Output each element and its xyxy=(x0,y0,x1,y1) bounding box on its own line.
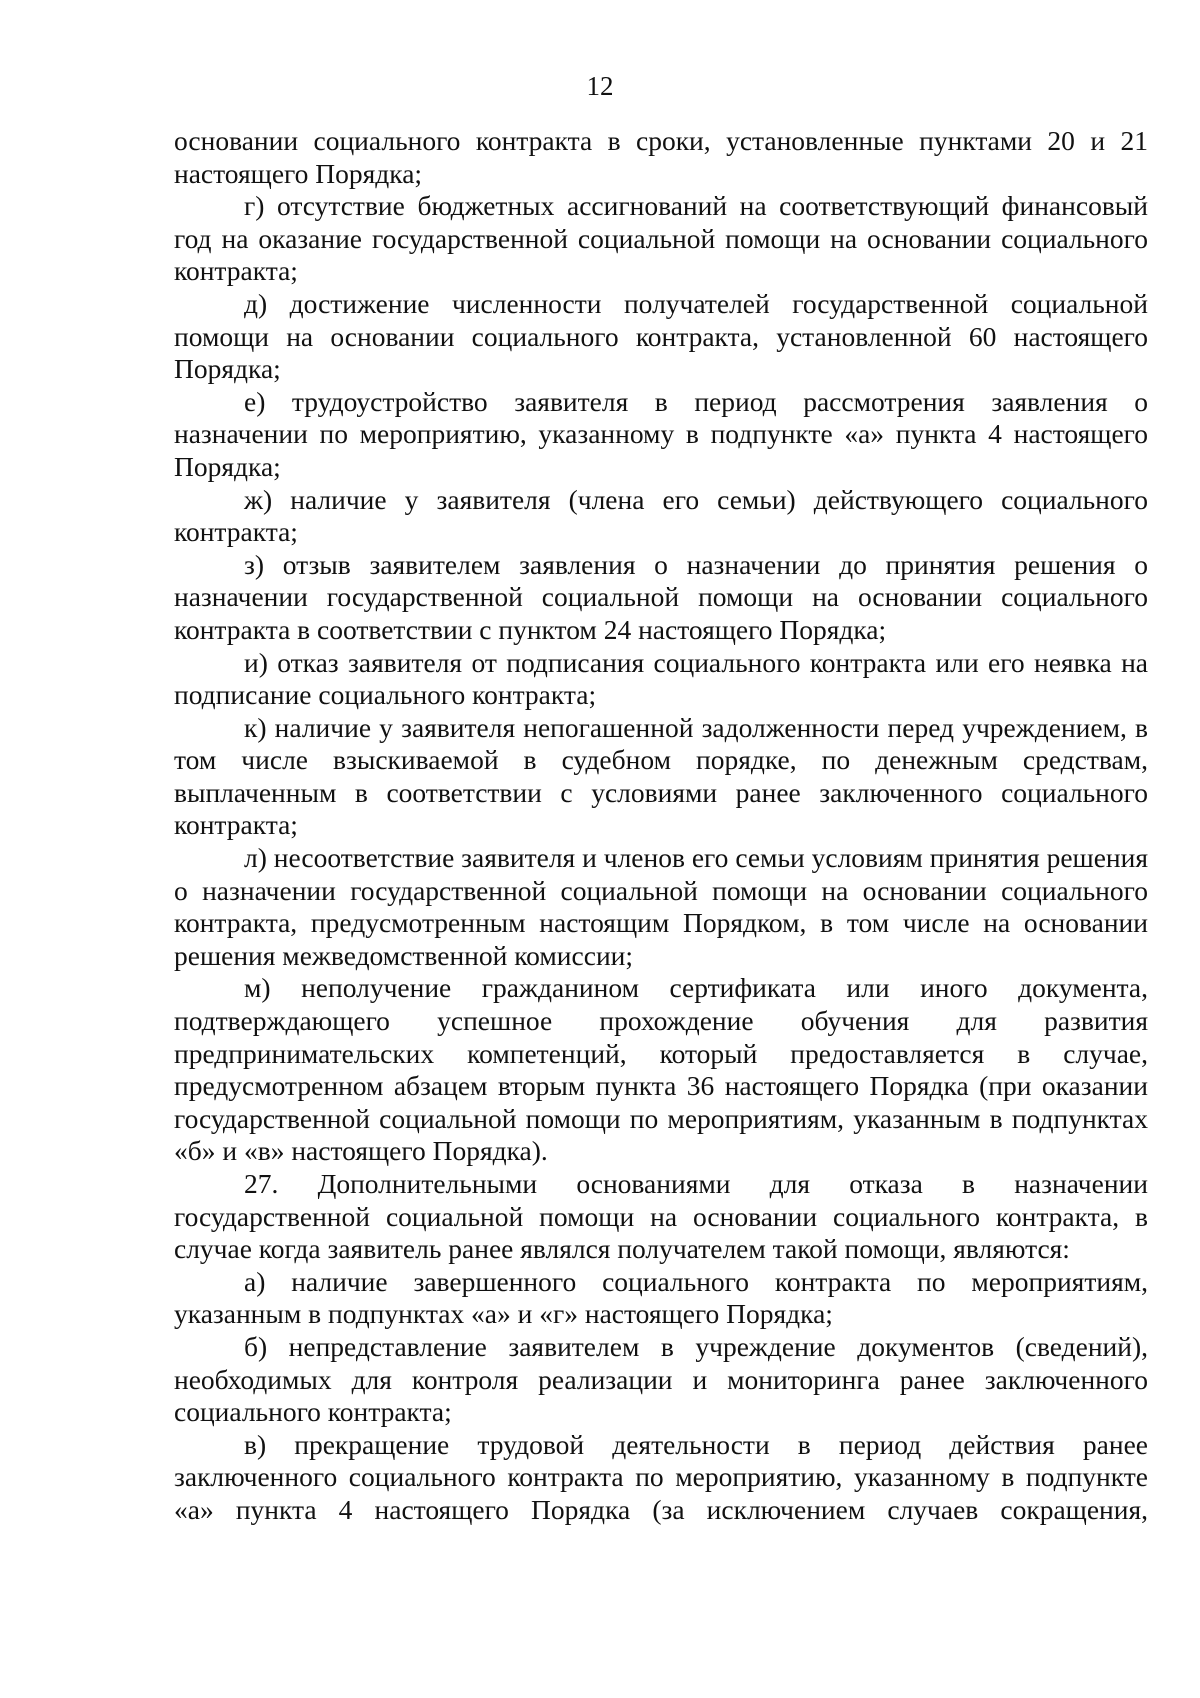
paragraph-item-d: д) достижение численности получателей государственной социальной помощи на основании социального контракта, установленной 60 настоящего Порядка; xyxy=(174,287,1148,385)
paragraph-item-g: г) отсутствие бюджетных ассигнований на соответствующий финансовый год на оказание государственной социальной помощи на основании социального контракта; xyxy=(174,190,1148,287)
paragraph-item-i: и) отказ заявителя от подписания социального контракта или его неявка на подписание социального контракта; xyxy=(174,646,1148,711)
paragraph-item-k: к) наличие у заявителя непогашенной задолженности перед учреждением, в том числе взыскиваемой в судебном порядке, по денежным средствам, выплаченным в соответствии с условиями ранее заключенного социального контракта; xyxy=(174,711,1148,841)
paragraph-section-27: 27. Дополнительными основаниями для отказа в назначении государственной социальной помощи на основании социального контракта, в случае когда заявитель ранее являлся получателем такой помощи, являются: xyxy=(174,1168,1148,1265)
paragraph-item-m: м) неполучение гражданином сертификата или иного документа, подтверждающего успешное прохождение обучения для развития предпринимательских компетенций, который предоставляется в случае, предусмотренном абзацем вторым пункта 36 настоящего Порядка (при оказании государственной социальной помощи по мероприятиям, указанным в подпунктах «б» и «в» настоящего Порядка). xyxy=(174,972,1148,1167)
paragraph-27-item-v: в) прекращение трудовой деятельности в период действия ранее заключенного социального контракта по мероприятию, указанному в подпункте «а» пункта 4 настоящего Порядка (за исключением случаев сокращения, xyxy=(174,1428,1148,1525)
paragraph-item-zh: ж) наличие у заявителя (члена его семьи) действующего социального контракта; xyxy=(174,483,1148,548)
document-body xyxy=(174,125,1148,1527)
paragraph-27-item-a: а) наличие завершенного социального контракта по мероприятиям, указанным в подпунктах «а» и «г» настоящего Порядка; xyxy=(174,1265,1148,1330)
page-number: 12 xyxy=(586,71,614,101)
paragraph-item-z: з) отзыв заявителем заявления о назначении до принятия решения о назначении государственной социальной помощи на основании социального контракта в соответствии с пунктом 24 настоящего Порядка; xyxy=(174,548,1148,645)
paragraph-item-l: л) несоответствие заявителя и членов его семьи условиям принятия решения о назначении государственной социальной помощи на основании социального контракта, предусмотренным настоящим Порядком, в том числе на основании решения межведомственной комиссии; xyxy=(174,842,1148,971)
paragraph-27-item-b: б) непредставление заявителем в учреждение документов (сведений), необходимых для контроля реализации и мониторинга ранее заключенного социального контракта; xyxy=(174,1330,1148,1428)
paragraph-continuation: основании социального контракта в сроки, установленные пунктами 20 и 21 настоящего Порядка; xyxy=(174,125,1148,189)
paragraph-item-e: е) трудоустройство заявителя в период рассмотрения заявления о назначении по мероприятию, указанному в подпункте «а» пункта 4 настоящего Порядка; xyxy=(174,385,1148,482)
